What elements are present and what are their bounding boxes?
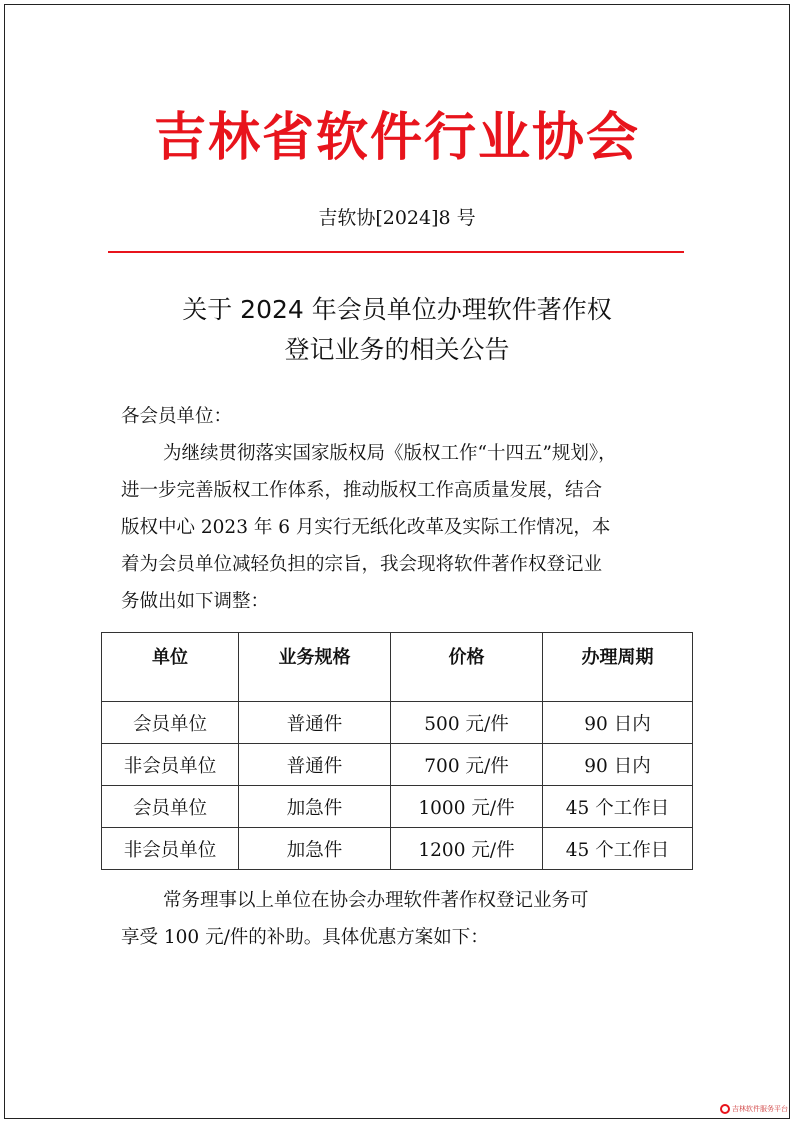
- table-row: [102, 828, 693, 870]
- header-cell-price: 价格: [391, 633, 543, 702]
- notice-title-line-2: 登记业务的相关公告: [284, 335, 510, 364]
- footer-watermark: [720, 1103, 788, 1115]
- cell-price: 500 元/件: [391, 702, 543, 744]
- fee-table: [101, 632, 693, 870]
- cell-price: 1000 元/件: [391, 786, 543, 828]
- paragraph-line: 版权中心 2023 年 6 月实行无纸化改革及实际工作情况，本: [121, 517, 611, 538]
- paragraph-subsidy: [121, 882, 681, 956]
- paragraph-line: 常务理事以上单位在协会办理软件著作权登记业务可: [163, 890, 589, 911]
- paragraph-adjustment: [121, 435, 681, 620]
- cell-unit: 会员单位: [102, 786, 239, 828]
- table-header-row: [102, 633, 693, 702]
- table-row: [102, 744, 693, 786]
- cell-spec: 加急件: [239, 786, 391, 828]
- paragraph-line: 为继续贯彻落实国家版权局《版权工作“十四五”规划》，: [163, 443, 617, 464]
- cell-spec: 普通件: [239, 744, 391, 786]
- cell-spec: 普通件: [239, 702, 391, 744]
- cell-period: 90 日内: [543, 702, 693, 744]
- header-cell-period: 办理周期: [543, 633, 693, 702]
- cell-price: 1200 元/件: [391, 828, 543, 870]
- red-divider: [108, 251, 684, 253]
- document-number: 吉软协[2024]8 号: [318, 207, 476, 229]
- cell-unit: 会员单位: [102, 702, 239, 744]
- cell-unit: 非会员单位: [102, 744, 239, 786]
- table-row: [102, 702, 693, 744]
- notice-title-line-1: 关于 2024 年会员单位办理软件著作权: [182, 295, 612, 324]
- cell-spec: 加急件: [239, 828, 391, 870]
- cell-price: 700 元/件: [391, 744, 543, 786]
- paragraph-line: 务做出如下调整：: [121, 591, 270, 612]
- cell-unit: 非会员单位: [102, 828, 239, 870]
- notice-title: [0, 290, 794, 370]
- salutation: 各会员单位：: [121, 406, 233, 427]
- paragraph-line: 进一步完善版权工作体系，推动版权工作高质量发展，结合: [121, 480, 603, 501]
- table-row: [102, 786, 693, 828]
- paragraph-line: 享受 100 元/件的补助。具体优惠方案如下：: [121, 927, 489, 948]
- org-name-heading: 吉林省软件行业协会: [153, 108, 640, 168]
- paragraph-line: 着为会员单位减轻负担的宗旨，我会现将软件著作权登记业: [121, 554, 603, 575]
- header-cell-spec: 业务规格: [239, 633, 391, 702]
- header-cell-unit: 单位: [102, 633, 239, 702]
- cell-period: 45 个工作日: [543, 828, 693, 870]
- platform-logo-icon: [720, 1104, 730, 1114]
- cell-period: 90 日内: [543, 744, 693, 786]
- watermark-text: 吉林软件服务平台: [732, 1105, 788, 1113]
- cell-period: 45 个工作日: [543, 786, 693, 828]
